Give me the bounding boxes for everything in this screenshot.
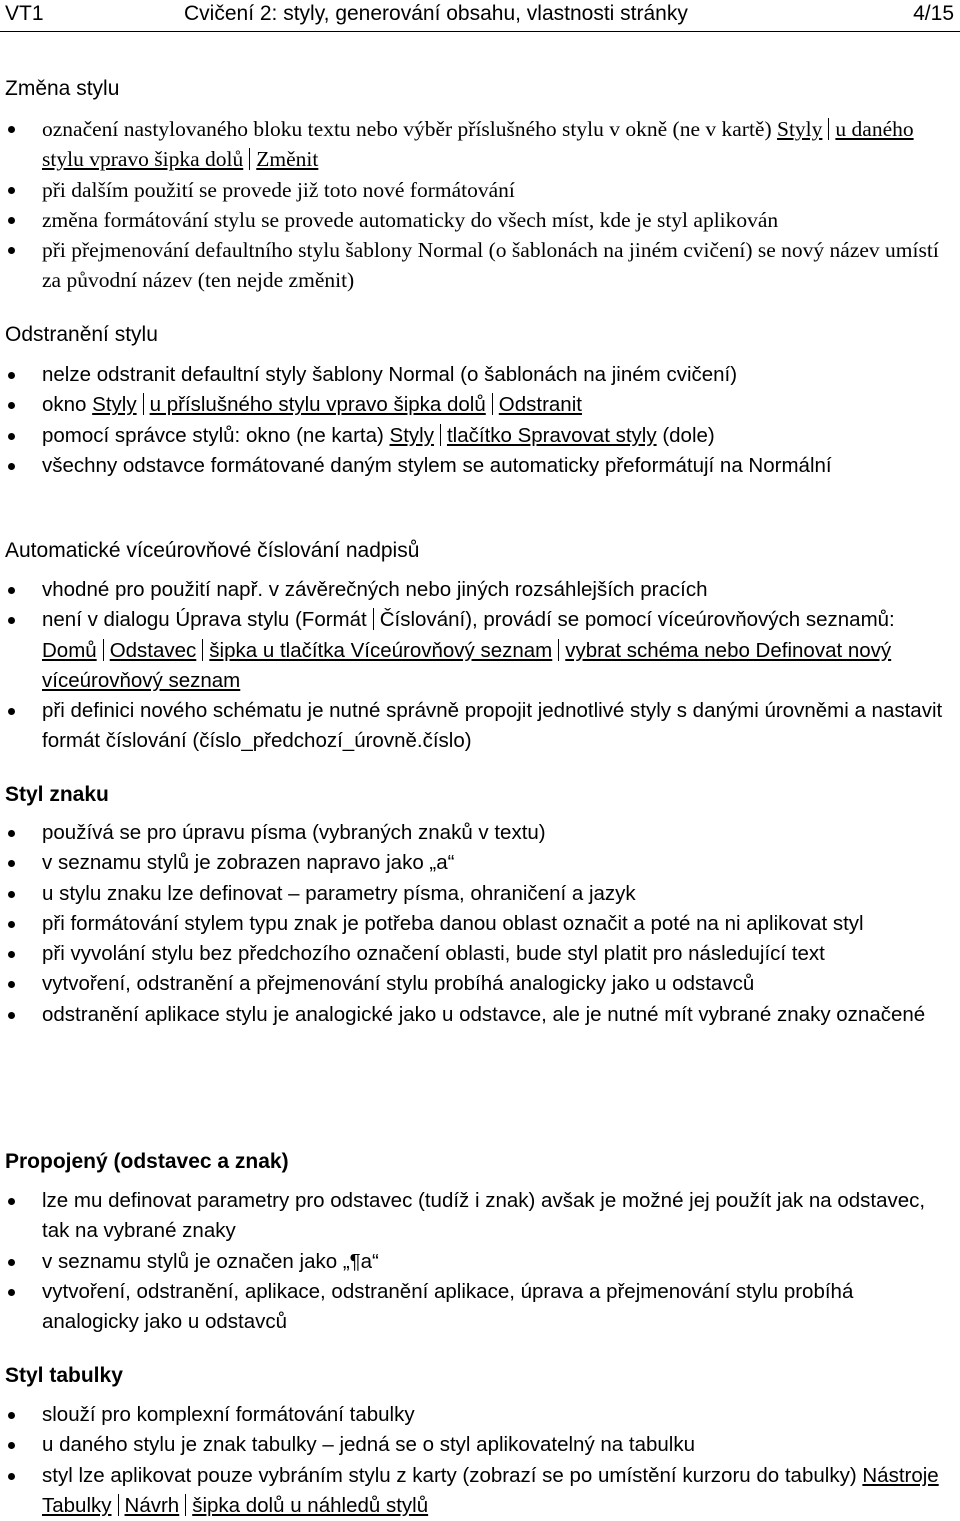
list-item: vhodné pro použití např. v závěrečných nebo jiných rozsáhlejších pracích [0, 575, 960, 605]
list-item: pomocí správce stylů: okno (ne karta) Styly tlačítko Spravovat styly (dole) [0, 421, 960, 451]
list-item: nelze odstranit defaultní styly šablony Normal (o šablonách na jiném cvičení) [0, 360, 960, 390]
list-item: při vyvolání stylu bez předchozího označení oblasti, bude styl platit pro následující text [0, 939, 960, 969]
bullet-icon [8, 1473, 15, 1480]
bullet-icon [8, 1412, 15, 1419]
list-item: označení nastylovaného bloku textu nebo výběr příslušného stylu v okně (ne v kartě) Styly u daného stylu vpravo šipka dolů Změnit [0, 114, 960, 175]
list-item: při přejmenování defaultního stylu šablony Normal (o šablonách na jiném cvičení) se nový název umístí za původní název (ten nejde změnit) [0, 235, 960, 296]
list-item: lze mu definovat parametry pro odstavec (tudíž i znak) avšak je možné jej použít jak na odstavec, tak na vybrané znaky [0, 1186, 960, 1247]
section-heading-zmena: Změna stylu [5, 77, 120, 100]
page-header [0, 0, 960, 32]
bullet-icon [8, 708, 15, 715]
list-item: v seznamu stylů je označen jako „¶a“ [0, 1247, 960, 1277]
bullet-icon [8, 217, 15, 224]
list-item: slouží pro komplexní formátování tabulky [0, 1400, 960, 1430]
list-item: změna formátování stylu se provede automaticky do všech míst, kde je styl aplikován [0, 205, 960, 235]
bullet-icon [8, 1289, 15, 1296]
list-item: při dalším použití se provede již toto nové formátování [0, 175, 960, 205]
list-znak [0, 818, 960, 1030]
list-propojeny [0, 1186, 960, 1337]
bullet-icon [8, 372, 15, 379]
list-auto [0, 575, 960, 757]
page-number: 4/15 [913, 2, 954, 25]
bullet-icon [8, 587, 15, 594]
bullet-icon [8, 187, 15, 194]
section-heading-auto: Automatické víceúrovňové číslování nadpisů [5, 539, 420, 562]
list-item: vytvoření, odstranění, aplikace, odstranění aplikace, úprava a přejmenování stylu probíhá analogicky jako u odstavců [0, 1277, 960, 1338]
list-item: u daného stylu je znak tabulky – jedná se o styl aplikovatelný na tabulku [0, 1430, 960, 1460]
bullet-icon [8, 891, 15, 898]
list-item: všechny odstavce formátované daným stylem se automaticky přeformátují na Normální [0, 451, 960, 481]
page-title: Cvičení 2: styly, generování obsahu, vlastnosti stránky [184, 2, 688, 25]
bullet-icon [8, 126, 15, 133]
bullet-icon [8, 1198, 15, 1205]
bullet-icon [8, 433, 15, 440]
bullet-icon [8, 1442, 15, 1449]
list-item: odstranění aplikace stylu je analogické jako u odstavce, ale je nutné mít vybrané znaky označené [0, 1000, 960, 1030]
bullet-icon [8, 247, 15, 254]
list-item: používá se pro úpravu písma (vybraných znaků v textu) [0, 818, 960, 848]
list-odstraneni [0, 360, 960, 481]
list-item: okno Styly u příslušného stylu vpravo šipka dolů Odstranit [0, 390, 960, 420]
bullet-icon [8, 921, 15, 928]
bullet-icon [8, 951, 15, 958]
list-item: styl lze aplikovat pouze vybráním stylu z karty (zobrazí se po umístění kurzoru do tabulky) Nástroje Tabulky Návrh šipka dolů u náhledů stylů [0, 1461, 960, 1521]
section-heading-odstraneni: Odstranění stylu [5, 323, 158, 346]
bullet-icon [8, 1259, 15, 1266]
section-heading-tabulka: Styl tabulky [5, 1364, 123, 1387]
list-tabulka [0, 1400, 960, 1521]
bullet-icon [8, 617, 15, 624]
section-heading-znak: Styl znaku [5, 783, 109, 806]
list-item: při definici nového schématu je nutné správně propojit jednotlivé styly s danými úrovněmi a nastavit formát číslování (číslo_předchozí_úrovně.číslo) [0, 696, 960, 757]
course-code: VT1 [5, 2, 44, 25]
list-item: v seznamu stylů je zobrazen napravo jako „a“ [0, 848, 960, 878]
bullet-icon [8, 402, 15, 409]
bullet-icon [8, 463, 15, 470]
list-item: při formátování stylem typu znak je potřeba danou oblast označit a poté na ni aplikovat styl [0, 909, 960, 939]
list-item: vytvoření, odstranění a přejmenování stylu probíhá analogicky jako u odstavců [0, 969, 960, 999]
bullet-icon [8, 830, 15, 837]
list-item: není v dialogu Úprava stylu (Formát Číslování), provádí se pomocí víceúrovňových seznamů: Domů Odstavec šipka u tlačítka Víceúrovňový seznam vybrat schéma nebo Definovat nový víceúrovňový seznam [0, 605, 960, 696]
bullet-icon [8, 1012, 15, 1019]
bullet-icon [8, 981, 15, 988]
bullet-icon [8, 860, 15, 867]
list-item: u stylu znaku lze definovat – parametry písma, ohraničení a jazyk [0, 879, 960, 909]
section-heading-propojeny: Propojený (odstavec a znak) [5, 1150, 289, 1173]
list-zmena [0, 114, 960, 296]
